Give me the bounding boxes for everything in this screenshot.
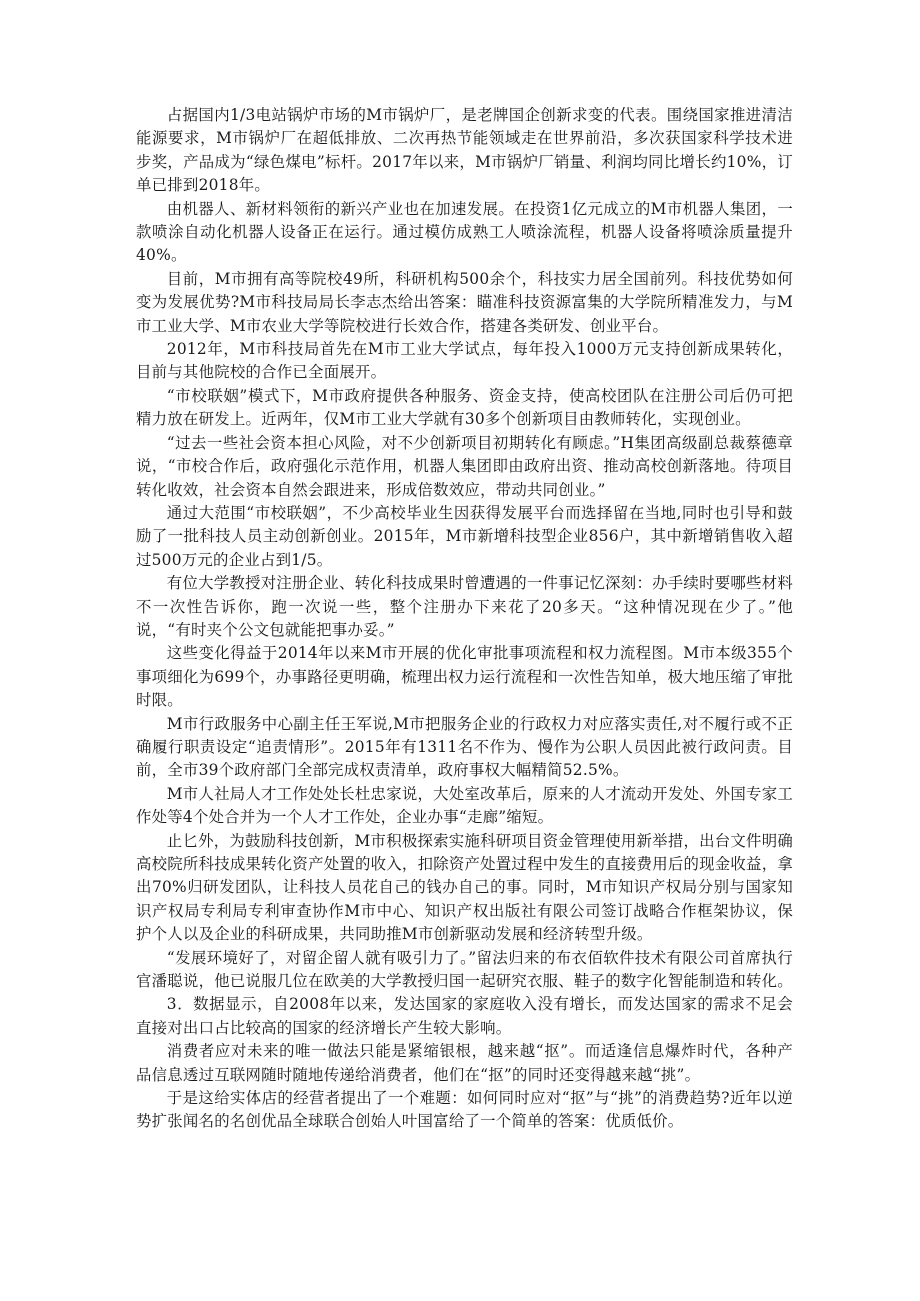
paragraph: 2012年，M市科技局首先在M市工业大学试点，每年投入1000万元支持创新成果转化，目前与其他院校的合作已全面展开。 (136, 340, 793, 382)
paragraph: “发展环境好了，对留企留人就有吸引力了。”留法归来的布衣佰软件技术有限公司首席执行官潘聪说，他已说服几位在欧美的大学教授归国一起研究衣服、鞋子的数字化智能制造和转化。 (136, 948, 793, 991)
paragraph: “市校联姻”模式下，M市政府提供各种服务、资金支持，使高校团队在注册公司后仍可把精力放在研发上。近两年，仅M市工业大学就有30多个创新项目由教师转化，实现创业。 (136, 386, 793, 429)
paragraph: 目前，M市拥有高等院校49所，科研机构500余个，科技实力居全国前列。科技优势如何变为发展优势?M市科技局局长李志杰给出答案：瞄准科技资源富集的大学院所精准发力，与M市工业大学、M市农业大学等院校进行长效合作，搭建各类研发、创业平台。 (136, 269, 793, 335)
paragraph: 于是这给实体店的经营者提出了一个难题：如何同时应对“抠”与“挑”的消费趋势?近年以逆势扩张闻名的名创优品全球联合创始人叶国富给了一个简单的答案：优质低价。 (136, 1089, 793, 1131)
paragraph: M市人社局人才工作处处长杜忠家说，大处室改革后，原来的人才流动开发处、外国专家工作处等4个处合并为一个人才工作处，企业办事“走廊”缩短。 (136, 784, 793, 827)
paragraph: 占据国内1/3电站锅炉市场的M市锅炉厂，是老牌国企创新求变的代表。围绕国家推进清洁能源要求，M市锅炉厂在超低排放、二次再热节能领域走在世界前沿，多次获国家科学技术进步奖，产品成为“绿色煤电”标杆。2017年以来，M市锅炉厂销量、利润均同比增长约10%，订单已排到2018年。 (136, 106, 793, 195)
paragraph: 消费者应对未来的唯一做法只能是紧缩银根，越来越“抠”。而适逢信息爆炸时代，各种产品信息透过互联网随时随地传递给消费者，他们在“抠”的同时还变得越来越“挑”。 (136, 1042, 793, 1084)
paragraph: 止匕外，为鼓励科技创新，M市积极探索实施科研项目资金管理使用新举措，出台文件明确高校院所科技成果转化资产处置的收入，扣除资产处置过程中发生的直接费用后的现金收益，拿出70%归研发团队，让科技人员花自己的钱办自己的事。同时，M市知识产权局分别与国家知识产权局专利局专利审查协作M市中心、知识产权出版社有限公司签订战略合作框架协议，保护个人以及企业的科研成果，共同助推M市创新驱动发展和经济转型升级。 (136, 831, 793, 944)
paragraph: 有位大学教授对注册企业、转化科技成果时曾遭遇的一件事记忆深刻：办手续时要哪些材料不一次性告诉你，跑一次说一些，整个注册办下来花了20多天。“这种情况现在少了。”他说，“有时夹个公文包就能把事办妥。” (136, 574, 793, 639)
paragraph: “过去一些社会资本担心风险，对不少创新项目初期转化有顾虑。”H集团高级副总裁蔡德章说，“市校合作后，政府强化示范作用，机器人集团即由政府出资、推动高校创新落地。待项目转化收效，社会资本自然会跟进来，形成倍数效应，带动共同创业。” (136, 433, 793, 499)
paragraph: 通过大范围“市校联姻”，不少高校毕业生因获得发展平台而选择留在当地,同时也引导和鼓励了一批科技人员主动创新创业。2015年，M市新增科技型企业856户，其中新增销售收入超过500万元的企业占到1/5。 (136, 503, 793, 569)
paragraph: 由机器人、新材料领衔的新兴产业也在加速发展。在投资1亿元成立的M市机器人集团，一款喷涂自动化机器人设备正在运行。通过模仿成熟工人喷涂流程，机器人设备将喷涂质量提升40%。 (136, 199, 793, 265)
paragraph: 这些变化得益于2014年以来M市开展的优化审批事项流程和权力流程图。M市本级355个事项细化为699个，办事路径更明确，梳理出权力运行流程和一次性告知单，极大地压缩了审批时限。 (136, 644, 793, 710)
paragraph: 3．数据显示，自2008年以来，发达国家的家庭收入没有增长，而发达国家的需求不足会直接对出口占比较高的国家的经济增长产生较大影响。 (136, 995, 793, 1037)
document-body (136, 104, 793, 1134)
paragraph: M市行政服务中心副主任王军说,M市把服务企业的行政权力对应落实责任,对不履行或不正确履行职责设定“追责情形”。2015年有1311名不作为、慢作为公职人员因此被行政问责。目前，全市39个政府部门全部完成权责清单，政府事权大幅精简52.5%。 (136, 714, 793, 780)
